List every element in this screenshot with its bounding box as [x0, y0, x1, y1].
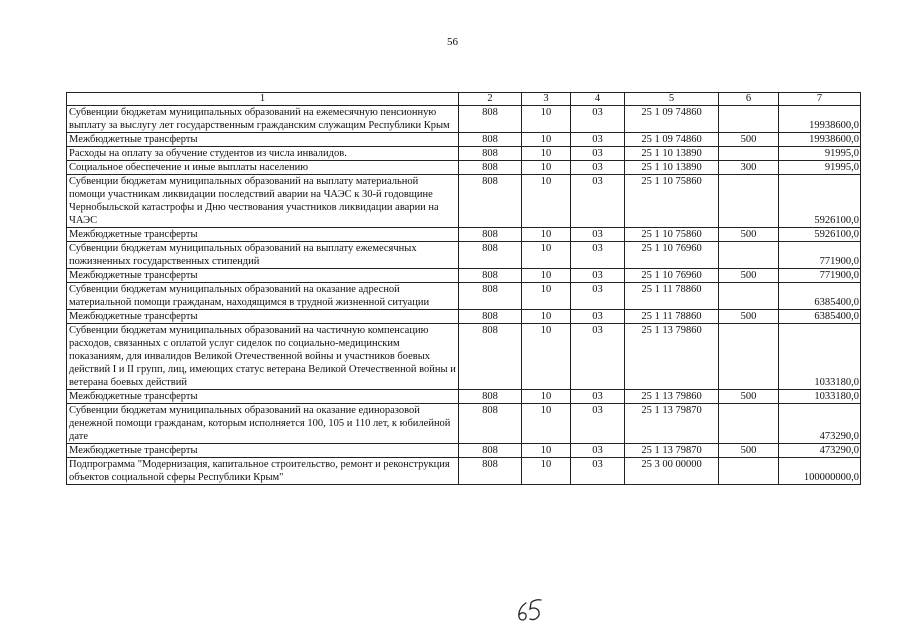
row-description: Межбюджетные трансферты	[67, 228, 459, 242]
expense-type-code: 500	[719, 390, 779, 404]
table-row	[67, 228, 861, 242]
table-row	[67, 161, 861, 175]
expense-type-code	[719, 283, 779, 310]
subsection-code: 03	[571, 404, 625, 444]
table-row	[67, 242, 861, 269]
row-description: Субвенции бюджетам муниципальных образований на оказание единоразовой денежной помощи гражданам, которым исполняется 100, 105 и 110 лет, к юбилейной дате	[67, 404, 459, 444]
row-description: Субвенции бюджетам муниципальных образований на выплату ежемесячных пожизненных государственных стипендий	[67, 242, 459, 269]
row-description: Субвенции бюджетам муниципальных образований на выплату материальной помощи участникам ликвидации последствий аварии на ЧАЭС к 30-й годовщине Чернобыльской катастрофы и Дню чествования участников ликвидации аварии на ЧАЭС	[67, 175, 459, 228]
target-code: 25 1 10 13890	[625, 147, 719, 161]
row-amount: 6385400,0	[779, 283, 861, 310]
row-amount: 100000000,0	[779, 458, 861, 485]
column-header: 1	[67, 93, 459, 106]
row-description: Подпрограмма "Модернизация, капитальное строительство, ремонт и реконструкция объектов социальной сферы Республики Крым"	[67, 458, 459, 485]
subsection-code: 03	[571, 147, 625, 161]
row-description: Межбюджетные трансферты	[67, 390, 459, 404]
subsection-code: 03	[571, 310, 625, 324]
row-description: Социальное обеспечение и иные выплаты населению	[67, 161, 459, 175]
section-code: 10	[522, 310, 571, 324]
expense-type-code: 500	[719, 444, 779, 458]
target-code: 25 1 11 78860	[625, 283, 719, 310]
target-code: 25 1 11 78860	[625, 310, 719, 324]
table-body	[67, 106, 861, 485]
expense-type-code	[719, 175, 779, 228]
admin-code: 808	[459, 106, 522, 133]
target-code: 25 1 10 76960	[625, 269, 719, 283]
admin-code: 808	[459, 228, 522, 242]
section-code: 10	[522, 147, 571, 161]
row-description: Расходы на оплату за обучение студентов из числа инвалидов.	[67, 147, 459, 161]
admin-code: 808	[459, 161, 522, 175]
admin-code: 808	[459, 444, 522, 458]
section-code: 10	[522, 228, 571, 242]
table-row	[67, 404, 861, 444]
table-row	[67, 310, 861, 324]
admin-code: 808	[459, 133, 522, 147]
header-row	[67, 93, 861, 106]
column-header: 5	[625, 93, 719, 106]
row-amount: 771900,0	[779, 242, 861, 269]
subsection-code: 03	[571, 444, 625, 458]
admin-code: 808	[459, 242, 522, 269]
row-amount: 473290,0	[779, 404, 861, 444]
target-code: 25 1 13 79860	[625, 324, 719, 390]
table-row	[67, 133, 861, 147]
subsection-code: 03	[571, 242, 625, 269]
row-amount: 5926100,0	[779, 228, 861, 242]
target-code: 25 3 00 00000	[625, 458, 719, 485]
admin-code: 808	[459, 390, 522, 404]
expense-type-code: 500	[719, 133, 779, 147]
row-description: Межбюджетные трансферты	[67, 133, 459, 147]
target-code: 25 1 13 79870	[625, 404, 719, 444]
expense-type-code	[719, 242, 779, 269]
target-code: 25 1 10 75860	[625, 175, 719, 228]
row-amount: 91995,0	[779, 147, 861, 161]
row-amount: 771900,0	[779, 269, 861, 283]
row-description: Межбюджетные трансферты	[67, 269, 459, 283]
table-row	[67, 458, 861, 485]
expense-type-code: 500	[719, 310, 779, 324]
table-row	[67, 324, 861, 390]
table-row	[67, 175, 861, 228]
table-row	[67, 147, 861, 161]
row-amount: 5926100,0	[779, 175, 861, 228]
subsection-code: 03	[571, 175, 625, 228]
expense-type-code	[719, 147, 779, 161]
expense-type-code	[719, 106, 779, 133]
subsection-code: 03	[571, 283, 625, 310]
column-header: 3	[522, 93, 571, 106]
admin-code: 808	[459, 324, 522, 390]
subsection-code: 03	[571, 390, 625, 404]
admin-code: 808	[459, 310, 522, 324]
table-row	[67, 269, 861, 283]
subsection-code: 03	[571, 324, 625, 390]
subsection-code: 03	[571, 458, 625, 485]
row-amount: 91995,0	[779, 161, 861, 175]
row-amount: 1033180,0	[779, 390, 861, 404]
row-description: Межбюджетные трансферты	[67, 444, 459, 458]
section-code: 10	[522, 324, 571, 390]
row-description: Субвенции бюджетам муниципальных образований на оказание адресной материальной помощи гражданам, находящимся в трудной жизненной ситуации	[67, 283, 459, 310]
admin-code: 808	[459, 147, 522, 161]
subsection-code: 03	[571, 161, 625, 175]
section-code: 10	[522, 444, 571, 458]
expense-type-code	[719, 404, 779, 444]
admin-code: 808	[459, 404, 522, 444]
table-row	[67, 390, 861, 404]
expense-type-code: 500	[719, 228, 779, 242]
expense-type-code: 500	[719, 269, 779, 283]
row-description: Субвенции бюджетам муниципальных образований на ежемесячную пенсионную выплату за выслугу лет государственным гражданским служащим Республики Крым	[67, 106, 459, 133]
row-amount: 6385400,0	[779, 310, 861, 324]
section-code: 10	[522, 269, 571, 283]
handwritten-page-number	[515, 597, 555, 623]
section-code: 10	[522, 175, 571, 228]
target-code: 25 1 09 74860	[625, 106, 719, 133]
section-code: 10	[522, 390, 571, 404]
column-header: 7	[779, 93, 861, 106]
row-description: Межбюджетные трансферты	[67, 310, 459, 324]
target-code: 25 1 10 13890	[625, 161, 719, 175]
page-number: 56	[447, 36, 458, 48]
target-code: 25 1 13 79870	[625, 444, 719, 458]
section-code: 10	[522, 404, 571, 444]
table-row	[67, 283, 861, 310]
section-code: 10	[522, 458, 571, 485]
section-code: 10	[522, 242, 571, 269]
subsection-code: 03	[571, 106, 625, 133]
row-amount: 1033180,0	[779, 324, 861, 390]
admin-code: 808	[459, 283, 522, 310]
column-header: 6	[719, 93, 779, 106]
target-code: 25 1 10 75860	[625, 228, 719, 242]
expense-type-code	[719, 324, 779, 390]
row-amount: 19938600,0	[779, 106, 861, 133]
admin-code: 808	[459, 269, 522, 283]
expense-type-code	[719, 458, 779, 485]
target-code: 25 1 09 74860	[625, 133, 719, 147]
row-amount: 473290,0	[779, 444, 861, 458]
target-code: 25 1 13 79860	[625, 390, 719, 404]
admin-code: 808	[459, 458, 522, 485]
subsection-code: 03	[571, 269, 625, 283]
column-header: 2	[459, 93, 522, 106]
section-code: 10	[522, 106, 571, 133]
subsection-code: 03	[571, 228, 625, 242]
budget-table	[66, 92, 861, 485]
target-code: 25 1 10 76960	[625, 242, 719, 269]
column-header: 4	[571, 93, 625, 106]
section-code: 10	[522, 283, 571, 310]
subsection-code: 03	[571, 133, 625, 147]
table-row	[67, 444, 861, 458]
row-description: Субвенции бюджетам муниципальных образований на частичную компенсацию расходов, связанных с оплатой услуг сиделок по социально-медицинским показаниям, для инвалидов Великой Отечественной войны и участников боевых действий I и II групп, лиц, имеющих статус ветерана Великой Отечественной войны и ветерана боевых действий	[67, 324, 459, 390]
expense-type-code: 300	[719, 161, 779, 175]
section-code: 10	[522, 161, 571, 175]
row-amount: 19938600,0	[779, 133, 861, 147]
table-row	[67, 106, 861, 133]
section-code: 10	[522, 133, 571, 147]
admin-code: 808	[459, 175, 522, 228]
